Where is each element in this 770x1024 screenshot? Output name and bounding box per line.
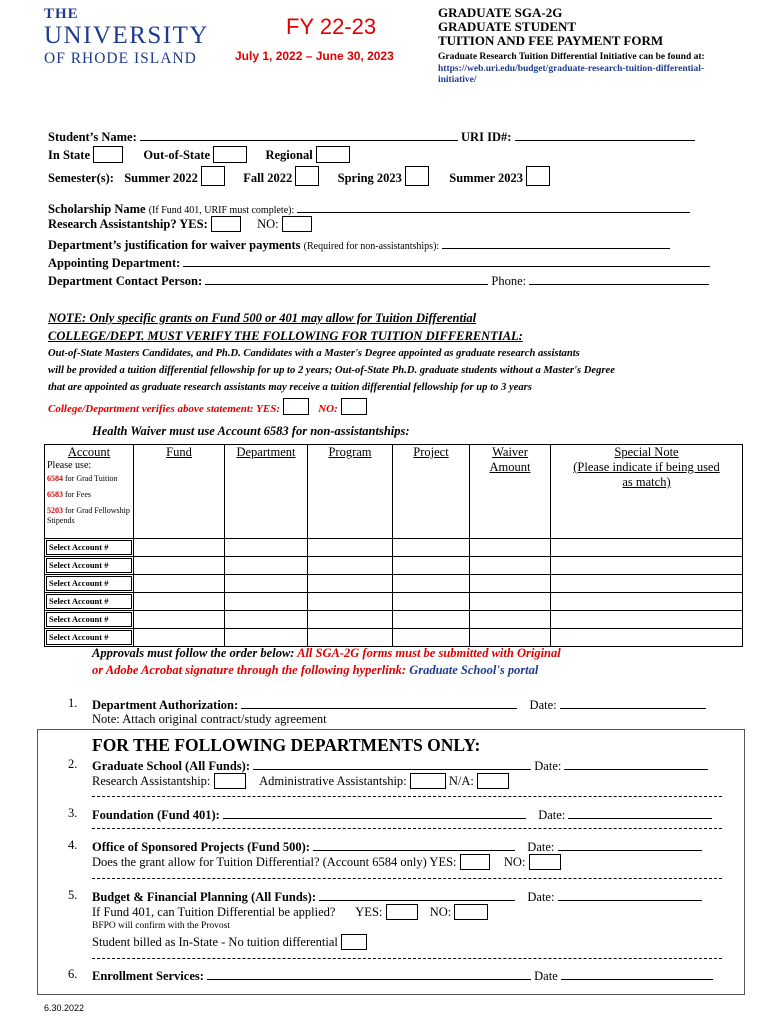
step-6-date-field[interactable] (561, 967, 713, 980)
approvals-requirement-text: All SGA-2G forms must be submitted with Original (297, 646, 561, 660)
step-4-yes-checkbox[interactable] (460, 854, 490, 870)
divider (92, 878, 722, 879)
step-4-question: Does the grant allow for Tuition Differential? (Account 6584 only) YES: (92, 855, 457, 869)
step-4-date-label: Date: (527, 840, 555, 854)
note-para-1: Out-of-State Masters Candidates, and Ph.D. Candidates with a Master's Degree appointed as graduate research assistants (48, 348, 580, 359)
scholarship-field[interactable] (297, 200, 690, 213)
step-4-row (92, 838, 702, 855)
appointing-department-label: Appointing Department: (48, 256, 181, 270)
justification-row (48, 236, 670, 253)
department-cell[interactable] (225, 557, 308, 575)
step-4-no-label: NO: (503, 855, 526, 869)
select-account-dropdown[interactable]: Select Account # (46, 576, 132, 591)
step-2-date-label: Date: (534, 759, 562, 773)
logo (44, 6, 209, 69)
fiscal-year-dates: July 1, 2022 – June 30, 2023 (235, 49, 394, 63)
summer-2023-label: Summer 2023 (449, 171, 524, 185)
fall-2022-checkbox[interactable] (295, 166, 319, 186)
summer-2022-checkbox[interactable] (201, 166, 225, 186)
form-title-line3: TUITION AND FEE PAYMENT FORM (438, 33, 664, 48)
step-2-aa-checkbox[interactable] (410, 773, 446, 789)
step-1-row (92, 696, 706, 713)
student-name-field[interactable] (140, 128, 458, 141)
table-row (45, 575, 743, 593)
step-1-date-label: Date: (529, 698, 557, 712)
step-2-assistantship-row (92, 773, 509, 789)
phone-field[interactable] (529, 272, 709, 285)
waiver-amount-header (470, 445, 551, 539)
enrollment-services-signature[interactable] (207, 967, 531, 980)
special-note-header (551, 445, 743, 539)
appointing-department-field[interactable] (183, 254, 710, 267)
summer-2022-label: Summer 2022 (124, 171, 198, 185)
graduate-school-signature[interactable] (253, 757, 531, 770)
enrollment-services-label: Enrollment Services: (92, 969, 204, 983)
fund-cell[interactable] (134, 557, 225, 575)
account-cell (45, 593, 134, 611)
research-assistantship-yes-checkbox[interactable] (211, 216, 241, 232)
select-account-dropdown[interactable]: Select Account # (46, 594, 132, 609)
step-1-note: Note: Attach original contract/study agreement (92, 712, 327, 726)
step-2-na-label: N/A: (448, 774, 474, 788)
verify-yes-checkbox[interactable] (283, 398, 309, 415)
step-1-number: 1. (68, 696, 78, 710)
account-header-cell (45, 445, 134, 539)
table-row (45, 629, 743, 647)
approvals-line1 (92, 646, 561, 661)
fund-cell[interactable] (134, 593, 225, 611)
budget-planning-label: Budget & Financial Planning (All Funds): (92, 890, 316, 904)
budget-planning-signature[interactable] (319, 888, 515, 901)
form-title (438, 6, 663, 48)
step-6-number: 6. (68, 967, 78, 981)
step-5-question: If Fund 401, can Tuition Differential be applied? (92, 905, 336, 919)
special-note-cell[interactable] (551, 629, 743, 647)
step-3-date-field[interactable] (568, 806, 712, 819)
program-cell[interactable] (308, 539, 393, 557)
phone-label: Phone: (491, 274, 527, 288)
verify-yes-label: College/Department verifies above statement: YES: (48, 403, 280, 415)
program-header: Program (308, 445, 393, 539)
step-5-no-checkbox[interactable] (454, 904, 488, 920)
tuition-differential-link[interactable]: https://web.uri.edu/budget/graduate-research-tuition-differential-initiative/ (438, 63, 704, 85)
step-3-row (92, 806, 712, 823)
bfpo-note: BFPO will confirm with the Provost (92, 921, 231, 931)
verify-no-label: NO: (318, 403, 338, 415)
waiver-header-line2: Amount (489, 460, 531, 474)
uri-id-label: URI ID#: (461, 130, 512, 144)
contact-person-label: Department Contact Person: (48, 274, 203, 288)
research-assistantship-no-checkbox[interactable] (282, 216, 312, 232)
account-5203-number: 5203 (47, 506, 63, 515)
step-2-ra-checkbox[interactable] (214, 773, 246, 789)
step-5-billed-row (92, 934, 367, 950)
student-name-row (48, 128, 695, 145)
special-note-cell[interactable] (551, 593, 743, 611)
step-5-row (92, 888, 702, 905)
form-title-line1: GRADUATE SGA-2G (438, 5, 563, 20)
revision-date: 6.30.2022 (44, 1003, 85, 1013)
department-header: Department (225, 445, 308, 539)
table-row (45, 557, 743, 575)
department-cell[interactable] (225, 629, 308, 647)
department-cell[interactable] (225, 593, 308, 611)
step-3-date-label: Date: (538, 808, 566, 822)
appointing-row (48, 254, 710, 271)
please-use-label: Please use: (47, 460, 92, 471)
semester-row (48, 166, 550, 186)
account-6583-text: for Fees (65, 490, 91, 499)
waiver-amount-cell[interactable] (470, 539, 551, 557)
account-table (44, 444, 743, 647)
project-header: Project (393, 445, 470, 539)
justification-field[interactable] (442, 236, 670, 249)
project-cell[interactable] (393, 629, 470, 647)
scholarship-row (48, 200, 690, 217)
step-2-na-checkbox[interactable] (477, 773, 509, 789)
step-5-date-label: Date: (527, 890, 555, 904)
regional-checkbox[interactable] (316, 146, 350, 163)
step-4-no-checkbox[interactable] (529, 854, 561, 870)
student-name-label: Student’s Name: (48, 130, 137, 144)
fiscal-year: FY 22-23 (286, 14, 377, 39)
contact-person-field[interactable] (205, 272, 488, 285)
divider (92, 828, 722, 829)
fund-cell[interactable] (134, 611, 225, 629)
waiver-amount-cell[interactable] (470, 629, 551, 647)
account-6583-hint (45, 490, 133, 499)
select-account-dropdown[interactable]: Select Account # (46, 558, 132, 573)
fund-cell[interactable] (134, 629, 225, 647)
billed-in-state-label: Student billed as In-State - No tuition differential (92, 935, 338, 949)
step-5-number: 5. (68, 888, 78, 902)
note-fund-500: NOTE: Only specific grants on Fund 500 or 401 may allow for Tuition Differential (48, 311, 477, 325)
table-row (45, 611, 743, 629)
note-para-2: will be provided a tuition differential fellowship for up to 2 years; Out-of-State Ph.D. graduate students without a Master's Degree (48, 365, 615, 376)
step-6-row (92, 967, 713, 984)
special-note-cell[interactable] (551, 539, 743, 557)
divider (92, 796, 722, 797)
program-cell[interactable] (308, 629, 393, 647)
form-note (438, 52, 738, 87)
step-6-date-label: Date (534, 969, 558, 983)
graduate-school-portal-link[interactable]: Graduate School's portal (409, 663, 539, 677)
in-state-label: In State (48, 148, 91, 162)
verify-no-checkbox[interactable] (341, 398, 367, 415)
step-4-question-row (92, 854, 561, 870)
project-cell[interactable] (393, 539, 470, 557)
justification-note: (Required for non-assistantships): (303, 241, 440, 252)
step-2-number: 2. (68, 757, 78, 771)
foundation-signature[interactable] (223, 806, 526, 819)
account-6584-hint (45, 474, 133, 483)
out-of-state-checkbox[interactable] (213, 146, 247, 163)
project-cell[interactable] (393, 593, 470, 611)
select-account-dropdown[interactable]: Select Account # (46, 612, 132, 627)
uri-id-field[interactable] (515, 128, 695, 141)
select-account-dropdown[interactable]: Select Account # (46, 630, 132, 645)
verify-row (48, 398, 367, 415)
table-row (45, 593, 743, 611)
approvals-hyperlink-text: or Adobe Acrobat signature through the following hyperlink: (92, 663, 407, 677)
account-cell (45, 539, 134, 557)
account-6584-number: 6584 (47, 474, 63, 483)
department-cell[interactable] (225, 611, 308, 629)
step-5-question-row (92, 904, 488, 920)
account-cell (45, 629, 134, 647)
in-state-checkbox[interactable] (93, 146, 123, 163)
contact-row (48, 272, 709, 289)
regional-label: Regional (265, 148, 313, 162)
foundation-label: Foundation (Fund 401): (92, 808, 220, 822)
account-header: Account (67, 445, 111, 459)
table-header-row (45, 445, 743, 539)
account-cell (45, 557, 134, 575)
note-para-3: that are appointed as graduate research assistants may receive a tuition differential fellowship for up to 3 years (48, 382, 532, 393)
departments-only-title: FOR THE FOLLOWING DEPARTMENTS ONLY: (92, 735, 481, 755)
sponsored-projects-signature[interactable] (313, 838, 515, 851)
step-3-number: 3. (68, 806, 78, 820)
step-1-date-field[interactable] (560, 696, 706, 709)
logo-the: THE (44, 6, 79, 22)
account-cell (45, 575, 134, 593)
department-authorization-label: Department Authorization: (92, 698, 239, 712)
project-cell[interactable] (393, 611, 470, 629)
step-4-date-field[interactable] (558, 838, 702, 851)
project-cell[interactable] (393, 575, 470, 593)
spring-2023-checkbox[interactable] (405, 166, 429, 186)
department-authorization-signature[interactable] (241, 696, 517, 709)
fund-cell[interactable] (134, 575, 225, 593)
department-cell[interactable] (225, 539, 308, 557)
fund-header: Fund (134, 445, 225, 539)
research-assistantship-label: Research Assistantship? YES: (48, 217, 208, 231)
research-assistantship-row (48, 216, 312, 232)
account-6584-text: for Grad Tuition (65, 474, 118, 483)
justification-label: Department’s justification for waiver payments (48, 238, 301, 252)
account-cell (45, 611, 134, 629)
note-college-verify: COLLEGE/DEPT. MUST VERIFY THE FOLLOWING FOR TUITION DIFFERENTIAL: (48, 329, 523, 343)
step-2-date-field[interactable] (564, 757, 708, 770)
step-5-yes-checkbox[interactable] (386, 904, 418, 920)
summer-2023-checkbox[interactable] (526, 166, 550, 186)
program-cell[interactable] (308, 575, 393, 593)
fall-2022-label: Fall 2022 (243, 171, 293, 185)
waiver-amount-cell[interactable] (470, 611, 551, 629)
form-note-text: Graduate Research Tuition Differential Initiative can be found at: (438, 52, 705, 62)
account-5203-text: for Grad Fellowship Stipends (47, 506, 130, 525)
special-header-line1: Special Note (614, 445, 679, 459)
program-cell[interactable] (308, 593, 393, 611)
table-row (45, 539, 743, 557)
sponsored-projects-label: Office of Sponsored Projects (Fund 500): (92, 840, 310, 854)
special-note-cell[interactable] (551, 575, 743, 593)
divider (92, 958, 722, 959)
waiver-amount-cell[interactable] (470, 593, 551, 611)
logo-university: UNIVERSITY (44, 22, 209, 49)
select-account-dropdown[interactable]: Select Account # (46, 540, 132, 555)
special-note-cell[interactable] (551, 611, 743, 629)
account-5203-hint (45, 506, 133, 526)
form-title-line2: GRADUATE STUDENT (438, 19, 577, 34)
scholarship-note: (If Fund 401, URIF must complete): (148, 205, 295, 216)
program-cell[interactable] (308, 611, 393, 629)
spring-2023-label: Spring 2023 (337, 171, 402, 185)
step-2-ra-label: Research Assistantship: (92, 774, 211, 788)
step-2-row (92, 757, 708, 774)
approvals-order-text: Approvals must follow the order below: (92, 646, 295, 660)
step-5-date-field[interactable] (558, 888, 702, 901)
logo-rhode-island: OF RHODE ISLAND (44, 50, 197, 67)
special-note-cell[interactable] (551, 557, 743, 575)
fund-cell[interactable] (134, 539, 225, 557)
out-of-state-label: Out-of-State (143, 148, 211, 162)
waiver-amount-cell[interactable] (470, 557, 551, 575)
waiver-amount-cell[interactable] (470, 575, 551, 593)
special-header-line3: as match) (622, 475, 671, 489)
research-assistantship-no-label: NO: (257, 217, 279, 231)
scholarship-label: Scholarship Name (48, 202, 146, 216)
health-waiver-note: Health Waiver must use Account 6583 for non-assistantships: (92, 424, 410, 438)
program-cell[interactable] (308, 557, 393, 575)
step-5-yes-label: YES: (355, 905, 383, 919)
account-6583-number: 6583 (47, 490, 63, 499)
step-5-no-label: NO: (429, 905, 452, 919)
residency-row (48, 146, 350, 163)
step-4-number: 4. (68, 838, 78, 852)
project-cell[interactable] (393, 557, 470, 575)
special-header-line2: (Please indicate if being used (573, 460, 720, 474)
step-2-aa-label: Administrative Assistantship: (259, 774, 407, 788)
semesters-label: Semester(s): (48, 171, 114, 185)
graduate-school-label: Graduate School (All Funds): (92, 759, 251, 773)
billed-in-state-checkbox[interactable] (341, 934, 367, 950)
approvals-line2 (92, 663, 538, 678)
waiver-header-line1: Waiver (492, 445, 528, 459)
department-cell[interactable] (225, 575, 308, 593)
